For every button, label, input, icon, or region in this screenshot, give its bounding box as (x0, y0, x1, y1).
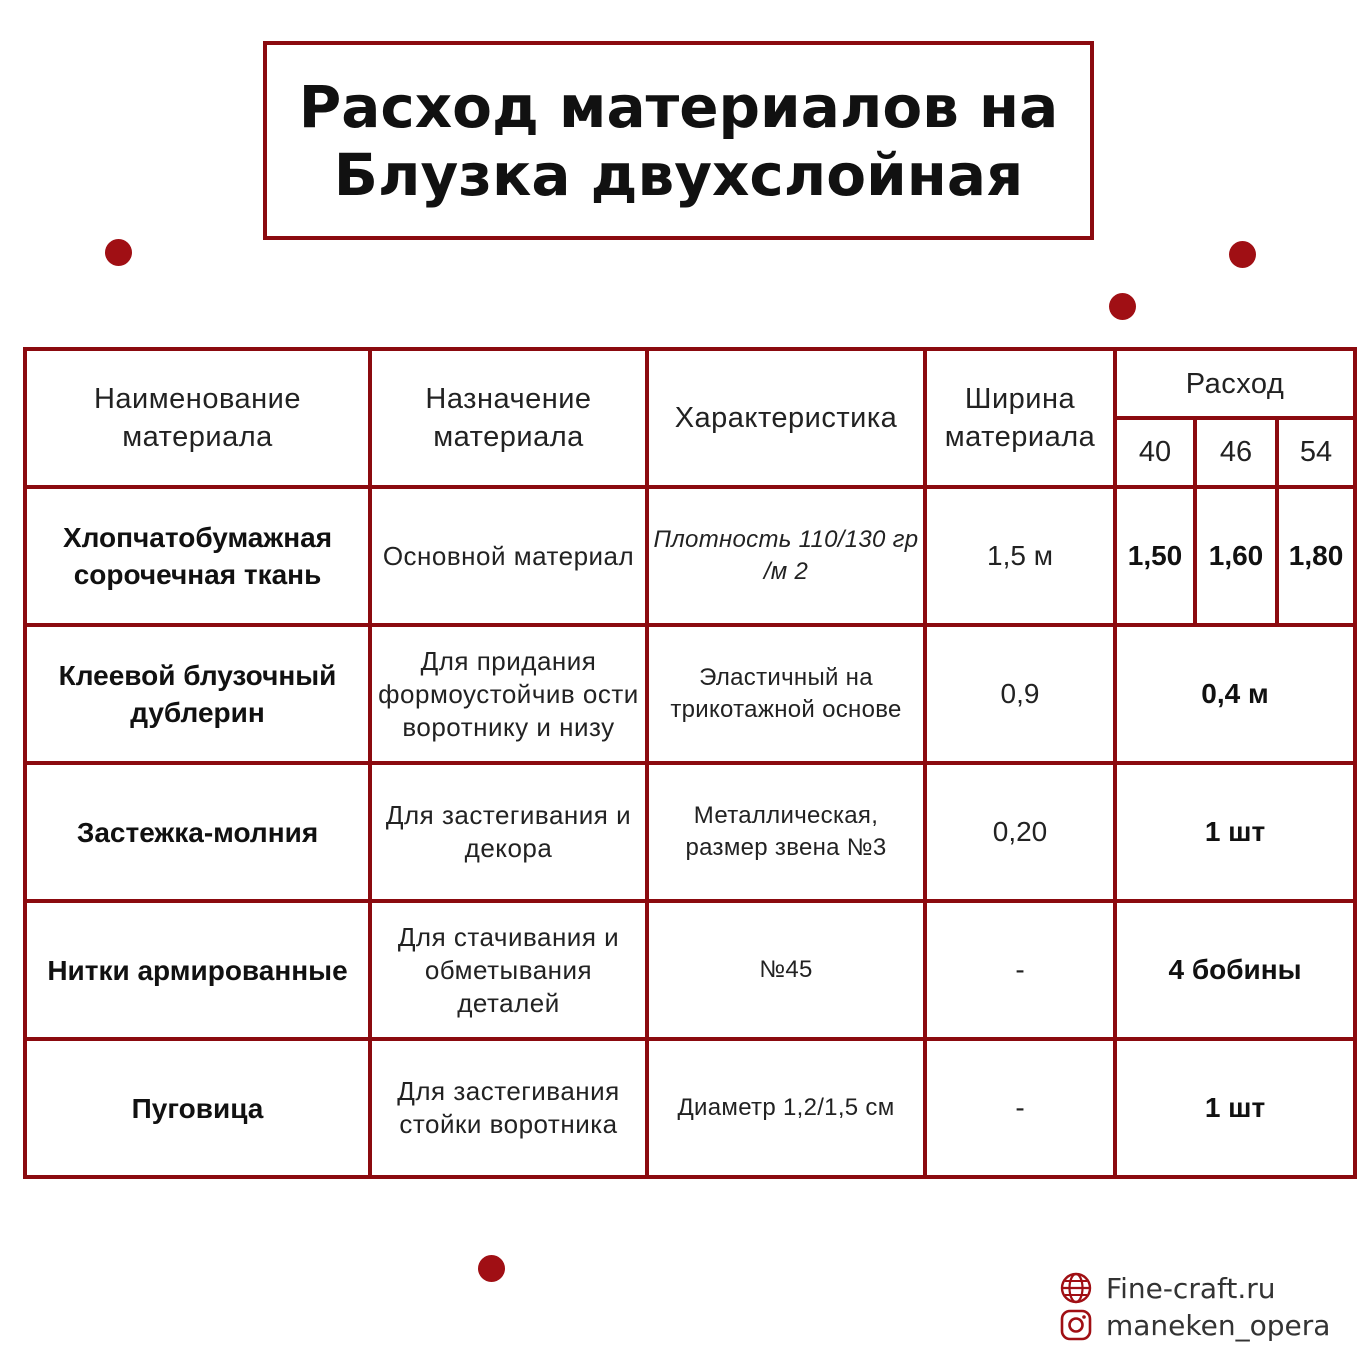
consumption-size-54: 1,80 (1277, 487, 1355, 625)
instagram-handle[interactable]: maneken_opera (1106, 1308, 1331, 1342)
instagram-icon (1058, 1307, 1094, 1343)
table-row (25, 901, 1355, 1039)
material-name: Хлопчатобумажная сорочечная ткань (25, 487, 370, 625)
material-width: 1,5 м (925, 487, 1115, 625)
material-characteristic: Диаметр 1,2/1,5 см (647, 1039, 925, 1177)
globe-icon (1058, 1270, 1094, 1306)
material-name: Пуговица (25, 1039, 370, 1177)
decor-dot (478, 1255, 505, 1282)
material-width: 0,20 (925, 763, 1115, 901)
material-consumption: 1 шт (1115, 1039, 1355, 1177)
material-purpose: Для застегивания и декора (370, 763, 647, 901)
decor-dot (105, 239, 132, 266)
page-title-line-2: Блузка двухслойная (333, 140, 1024, 209)
material-purpose: Для стачивания и обметывания деталей (370, 901, 647, 1039)
table-row (25, 625, 1355, 763)
consumption-size-40: 1,50 (1115, 487, 1195, 625)
table-row (25, 487, 1355, 625)
material-purpose: Для застегивания стойки воротника (370, 1039, 647, 1177)
decor-dot (1109, 293, 1136, 320)
header-purpose: Назначение материала (370, 349, 647, 487)
material-characteristic: Металлическая, размер звена №3 (647, 763, 925, 901)
material-purpose: Для придания формоустойчив ости воротнику и низу (370, 625, 647, 763)
consumption-size-46: 1,60 (1195, 487, 1277, 625)
header-row (25, 349, 1355, 418)
website-link[interactable]: Fine-craft.ru (1106, 1271, 1276, 1305)
material-consumption: 4 бобины (1115, 901, 1355, 1039)
header-size-46: 46 (1195, 418, 1277, 487)
material-name: Застежка-молния (25, 763, 370, 901)
table-row (25, 1039, 1355, 1177)
header-name: Наименование материала (25, 349, 370, 487)
material-characteristic: №45 (647, 901, 925, 1039)
materials-table (23, 347, 1357, 1179)
material-width: 0,9 (925, 625, 1115, 763)
material-characteristic: Эластичный на трикотажной основе (647, 625, 925, 763)
material-characteristic: Плотность 110/130 гр /м 2 (647, 487, 925, 625)
table-row (25, 763, 1355, 901)
title-box (263, 41, 1094, 240)
footer-website[interactable] (1058, 1268, 1358, 1308)
material-width: - (925, 1039, 1115, 1177)
header-characteristic: Характеристика (647, 349, 925, 487)
decor-dot (1229, 241, 1256, 268)
material-consumption: 1 шт (1115, 763, 1355, 901)
header-consumption: Расход (1115, 349, 1355, 418)
header-width: Ширина материала (925, 349, 1115, 487)
material-purpose: Основной материал (370, 487, 647, 625)
material-consumption: 0,4 м (1115, 625, 1355, 763)
footer-instagram[interactable] (1058, 1305, 1358, 1345)
material-width: - (925, 901, 1115, 1039)
material-name: Нитки армированные (25, 901, 370, 1039)
header-size-54: 54 (1277, 418, 1355, 487)
material-name: Клеевой блузочный дублерин (25, 625, 370, 763)
header-size-40: 40 (1115, 418, 1195, 487)
page-title-line-1: Расход материалов на (298, 72, 1059, 141)
